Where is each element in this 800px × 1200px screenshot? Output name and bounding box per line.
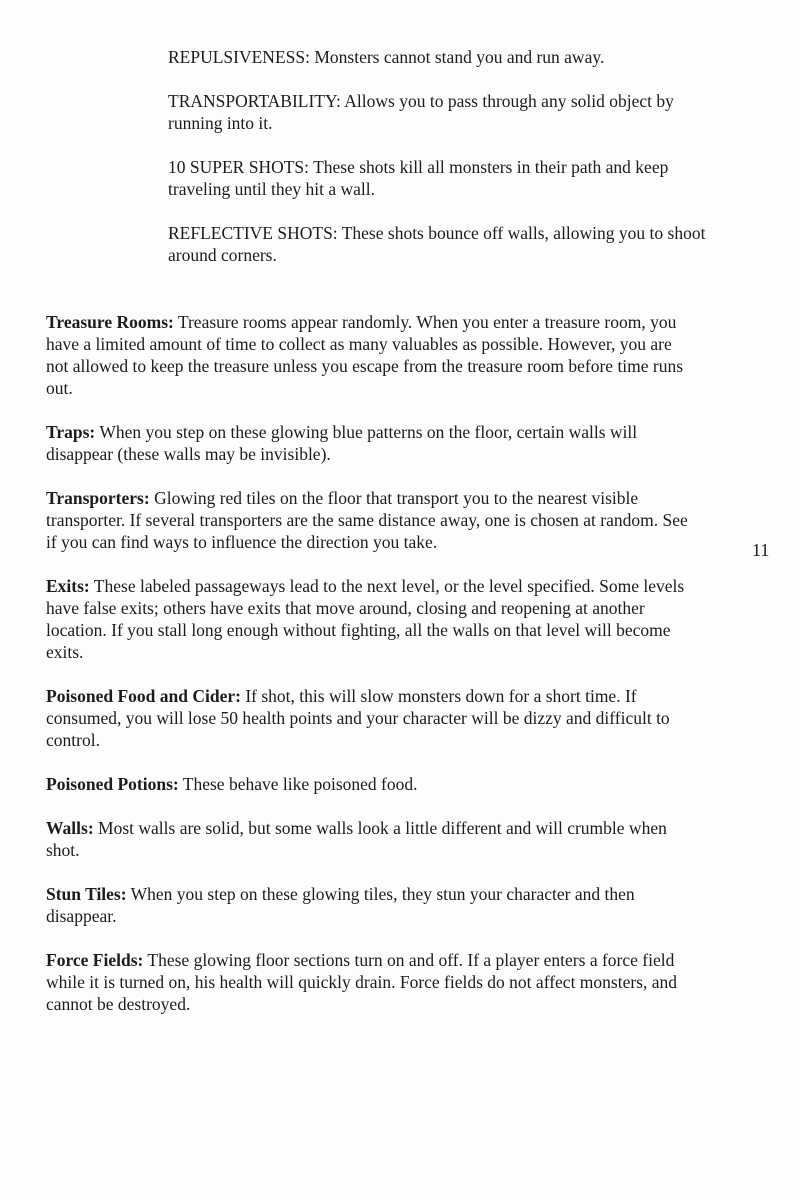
term-stun-tiles: Stun Tiles: xyxy=(46,884,127,904)
powerup-transportability: TRANSPORTABILITY: Allows you to pass through any solid object by running into it. xyxy=(168,91,674,133)
desc-exits: These labeled passageways lead to the next level, or the level specified. Some levels have false exits; others have exits that move around, closing and reopening at another location. If you stall long enough without fighting, all the walls on that level will become exits. xyxy=(46,576,685,662)
desc-poisoned-food: If shot, this will slow monsters down for a short time. If consumed, you will lose 50 health points and your character will be dizzy and difficult to control. xyxy=(46,686,670,750)
desc-traps: When you step on these glowing blue patterns on the floor, certain walls will disappear (these walls may be invisible). xyxy=(46,422,638,464)
desc-stun-tiles: When you step on these glowing tiles, they stun your character and then disappear. xyxy=(46,884,635,926)
term-exits: Exits: xyxy=(46,576,90,596)
desc-transporters: Glowing red tiles on the floor that transport you to the nearest visible transporter. If several transporters are the same distance away, one is chosen at random. See if you can find ways to influence the direction you take. xyxy=(46,488,688,552)
page-number: 11 xyxy=(752,540,770,560)
section-treasure-rooms xyxy=(46,311,696,399)
desc-poisoned-potions: These behave like poisoned food. xyxy=(178,774,418,794)
section-stun-tiles xyxy=(46,883,696,927)
desc-walls: Most walls are solid, but some walls look a little different and will crumble when shot. xyxy=(46,818,667,860)
section-traps xyxy=(46,421,696,465)
section-walls xyxy=(46,817,696,861)
desc-force-fields: These glowing floor sections turn on and off. If a player enters a force field while it is turned on, his health will quickly drain. Force fields do not affect monsters, and cannot be destroyed. xyxy=(46,950,678,1014)
section-poisoned-food xyxy=(46,685,696,751)
term-traps: Traps: xyxy=(46,422,96,442)
section-poisoned-potions xyxy=(46,773,696,795)
section-exits xyxy=(46,575,696,663)
term-force-fields: Force Fields: xyxy=(46,950,144,970)
powerup-list xyxy=(168,46,728,288)
powerup-repulsiveness: REPULSIVENESS: Monsters cannot stand you and run away. xyxy=(168,47,605,67)
section-transporters xyxy=(46,487,696,553)
term-walls: Walls: xyxy=(46,818,94,838)
term-poisoned-food: Poisoned Food and Cider: xyxy=(46,686,241,706)
desc-treasure-rooms: Treasure rooms appear randomly. When you enter a treasure room, you have a limited amount of time to collect as many valuables as possible. However, you are not allowed to keep the treasure unless you escape from the treasure room before time runs out. xyxy=(46,312,684,398)
powerup-reflective-shots: REFLECTIVE SHOTS: These shots bounce off walls, allowing you to shoot around corners. xyxy=(168,223,706,265)
feature-descriptions xyxy=(46,311,696,1037)
powerup-super-shots: 10 SUPER SHOTS: These shots kill all monsters in their path and keep traveling until they hit a wall. xyxy=(168,157,669,199)
term-poisoned-potions: Poisoned Potions: xyxy=(46,774,179,794)
term-transporters: Transporters: xyxy=(46,488,150,508)
section-force-fields xyxy=(46,949,696,1015)
term-treasure-rooms: Treasure Rooms: xyxy=(46,312,174,332)
